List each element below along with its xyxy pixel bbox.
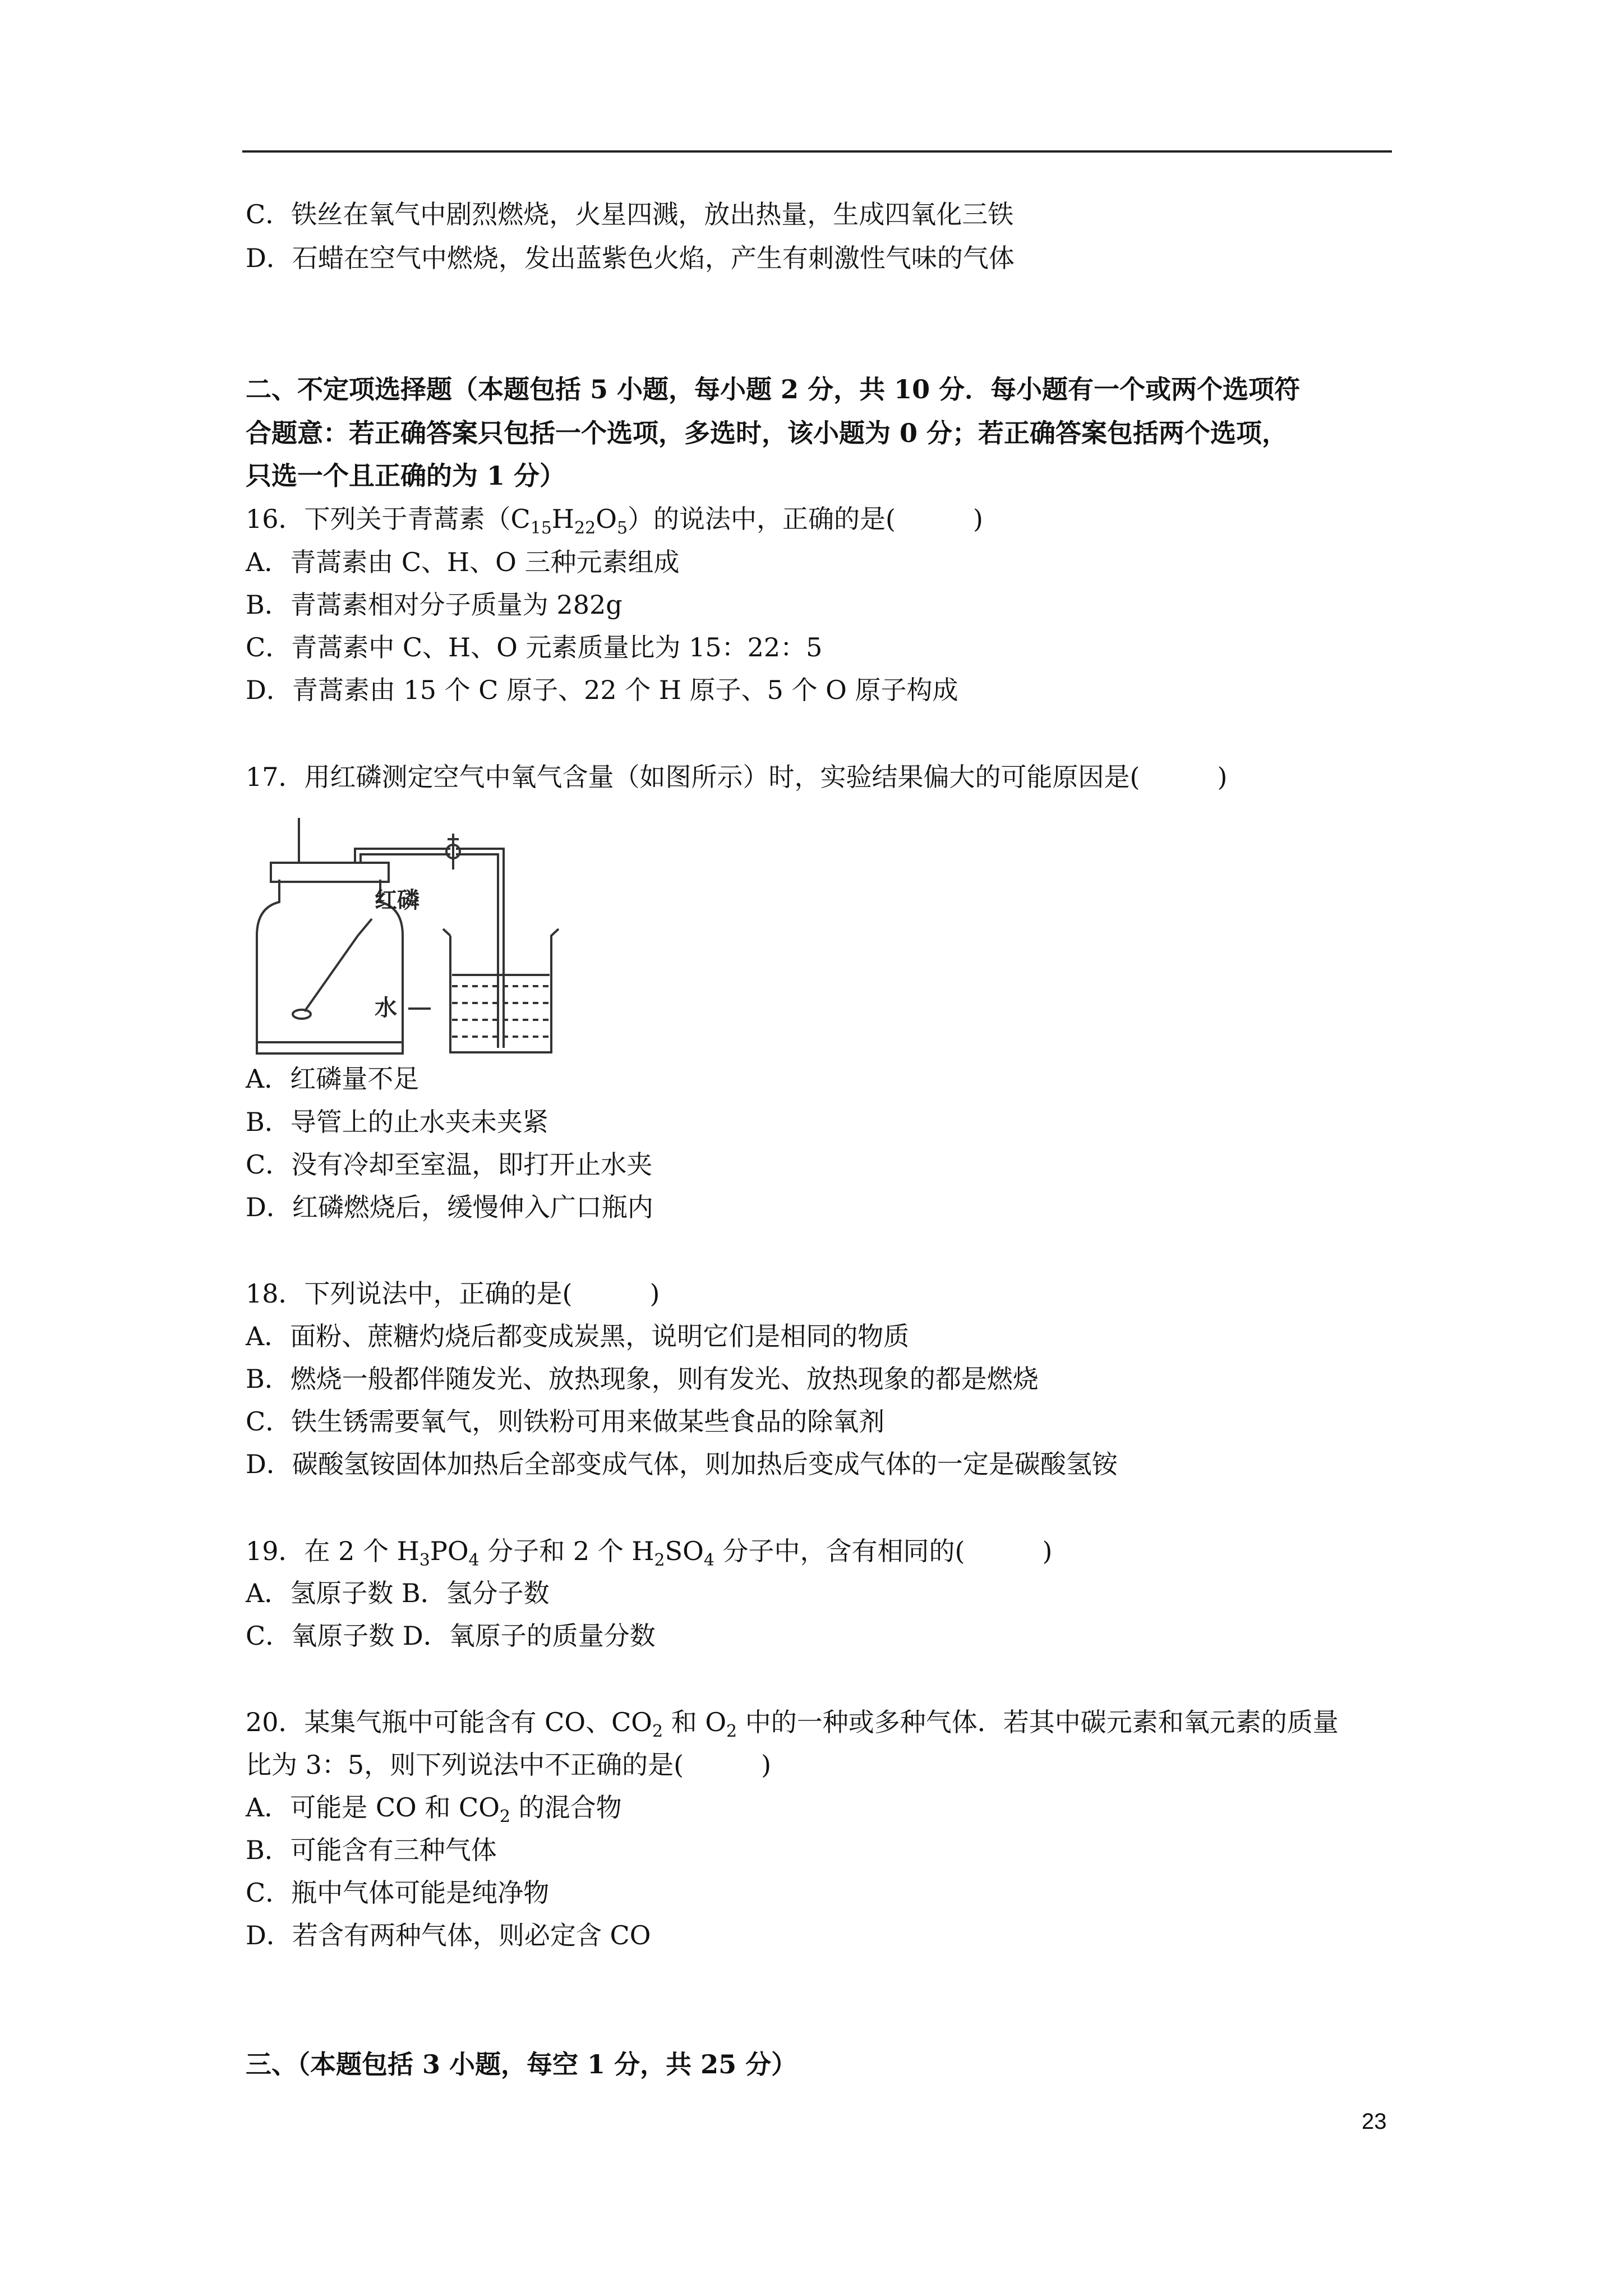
question-stem-20-cont: 比为 3：5，则下列说法中不正确的是( ) bbox=[246, 1750, 772, 1780]
option-line: A．红磷量不足 bbox=[246, 1064, 419, 1094]
subscript: 4 bbox=[703, 1550, 714, 1570]
question-stem-17: 17．用红磷测定空气中氧气含量（如图所示）时，实验结果偏大的可能原因是( ) bbox=[246, 762, 1228, 792]
question-stem-20 bbox=[246, 1705, 1339, 1739]
option-line: D．石蜡在空气中燃烧，发出蓝紫色火焰，产生有刺激性气味的气体 bbox=[246, 243, 1015, 273]
stem-text: 中的一种或多种气体．若其中碳元素和氧元素的质量 bbox=[737, 1707, 1339, 1737]
red-phosphorus-apparatus-figure bbox=[240, 818, 644, 1056]
option-line: C．铁生锈需要氧气，则铁粉可用来做某些食品的除氧剂 bbox=[246, 1406, 885, 1437]
section-heading: 只选一个且正确的为 1 分） bbox=[246, 461, 566, 491]
question-stem-16 bbox=[246, 502, 983, 536]
subscript: 2 bbox=[652, 1722, 663, 1741]
stem-text: 分子和 2 个 H bbox=[479, 1536, 654, 1566]
question-stem-19 bbox=[246, 1534, 1052, 1568]
option-line: D．红磷燃烧后，缓慢伸入广口瓶内 bbox=[246, 1192, 653, 1222]
option-line: C．铁丝在氧气中剧烈燃烧，火星四溅，放出热量，生成四氧化三铁 bbox=[246, 199, 1014, 229]
section-heading: 合题意：若正确答案只包括一个选项，多选时，该小题为 0 分；若正确答案包括两个选项， bbox=[246, 418, 1288, 448]
option-line: C．没有冷却至室温，即打开止水夹 bbox=[246, 1149, 653, 1180]
section-heading: 二、不定项选择题（本题包括 5 小题，每小题 2 分，共 10 分．每小题有一个或两个选项符 bbox=[246, 374, 1301, 404]
option-line: B．燃烧一般都伴随发光、放热现象，则有发光、放热现象的都是燃烧 bbox=[246, 1364, 1039, 1394]
option-text: A．可能是 CO 和 CO bbox=[246, 1792, 500, 1823]
stem-text: SO bbox=[665, 1536, 704, 1566]
stem-text: 20．某集气瓶中可能含有 CO、CO bbox=[246, 1707, 652, 1737]
subscript: 5 bbox=[616, 518, 628, 538]
stem-text: H bbox=[551, 504, 575, 534]
option-line: B．可能含有三种气体 bbox=[246, 1835, 497, 1865]
stem-text: ）的说法中，正确的是( ) bbox=[628, 504, 983, 534]
option-line: B．导管上的止水夹未夹紧 bbox=[246, 1107, 548, 1137]
option-line: A．氢原子数 B．氢分子数 bbox=[246, 1578, 550, 1608]
subscript: 2 bbox=[726, 1722, 737, 1741]
option-text: 的混合物 bbox=[510, 1792, 622, 1823]
option-line: D．碳酸氢铵固体加热后全部变成气体，则加热后变成气体的一定是碳酸氢铵 bbox=[246, 1449, 1118, 1479]
stem-text: 19．在 2 个 H bbox=[246, 1536, 419, 1566]
subscript: 2 bbox=[499, 1807, 510, 1826]
option-line: C．青蒿素中 C、H、O 元素质量比为 15：22：5 bbox=[246, 632, 823, 662]
subscript: 15 bbox=[530, 518, 552, 538]
stem-text: O bbox=[596, 504, 617, 534]
page-number: 23 bbox=[1362, 2109, 1387, 2134]
option-line: C．氧原子数 D．氧原子的质量分数 bbox=[246, 1621, 656, 1651]
subscript: 22 bbox=[574, 518, 596, 538]
option-line: D．若含有两种气体，则必定含 CO bbox=[246, 1920, 651, 1950]
option-line: A．青蒿素由 C、H、O 三种元素组成 bbox=[246, 547, 680, 577]
stem-text: 分子中，含有相同的( ) bbox=[714, 1536, 1053, 1566]
stem-text: 和 O bbox=[663, 1707, 727, 1737]
option-line bbox=[246, 1791, 622, 1824]
section-heading: 三、（本题包括 3 小题，每空 1 分，共 25 分） bbox=[246, 2049, 797, 2079]
question-stem-18: 18．下列说法中，正确的是( ) bbox=[246, 1278, 660, 1309]
option-line: B．青蒿素相对分子质量为 282g bbox=[246, 590, 623, 620]
stem-text: PO bbox=[430, 1536, 469, 1566]
subscript: 4 bbox=[468, 1550, 479, 1570]
option-line: C．瓶中气体可能是纯净物 bbox=[246, 1878, 550, 1908]
option-line: A．面粉、蔗糖灼烧后都变成炭黑，说明它们是相同的物质 bbox=[246, 1321, 910, 1351]
stem-text: 16．下列关于青蒿素（C bbox=[246, 504, 531, 534]
subscript: 3 bbox=[419, 1550, 430, 1570]
option-line: D．青蒿素由 15 个 C 原子、22 个 H 原子、5 个 O 原子构成 bbox=[246, 675, 958, 705]
figure-label-water: 水 bbox=[375, 995, 397, 1021]
subscript: 2 bbox=[654, 1550, 665, 1570]
figure-label-phosphorus: 红磷 bbox=[375, 887, 419, 913]
header-rule bbox=[242, 150, 1392, 153]
